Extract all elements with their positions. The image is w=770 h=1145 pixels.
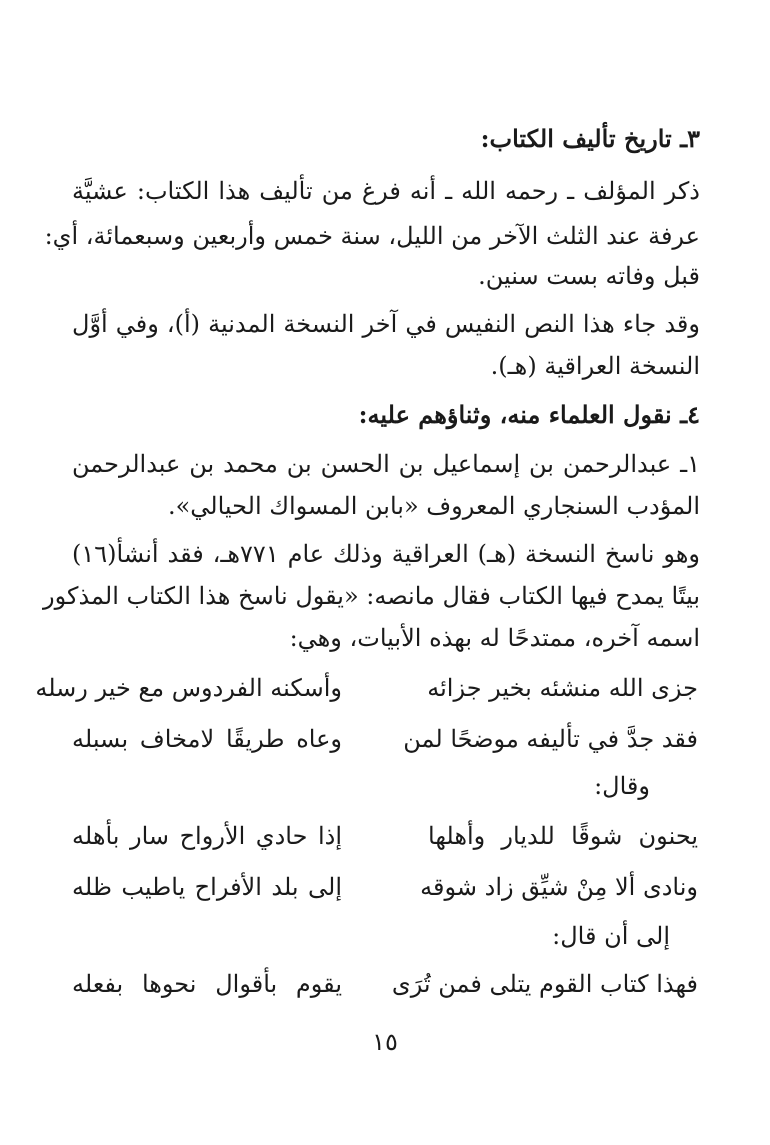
verse-intro-said: وقال: (594, 772, 650, 800)
paragraph-line: ذكر المؤلف ـ رحمه الله ـ أنه فرغ من تأليف هذا الكتاب: عشيَّة (72, 177, 700, 205)
verse-second-hemistich: إذا حادي الأرواح سار بأهله (72, 822, 342, 850)
verse-intro-until-said: إلى أن قال: (552, 922, 670, 950)
paragraph-line: اسمه آخره، ممتدحًا له بهذه الأبيات، وهي: (289, 624, 700, 652)
verse-first-hemistich: فهذا كتاب القوم يتلى فمن تُرَى (391, 970, 698, 998)
list-item-line: المؤدب السنجاري المعروف «بابن المسواك الحيالي». (167, 492, 700, 520)
list-item-line: ١ـ عبدالرحمن بن إسماعيل بن الحسن بن محمد بن عبدالرحمن (72, 450, 700, 478)
paragraph-line: وهو ناسخ النسخة (هـ) العراقية وذلك عام ٧٧١هـ، فقد أنشأ(١٦) (72, 540, 700, 568)
verse-first-hemistich: جزى الله منشئه بخير جزائه (427, 674, 698, 702)
verse-first-hemistich: يحنون شوقًا للديار وأهلها (428, 822, 698, 850)
verse-first-hemistich: ونادى ألا مِنْ شيِّق زاد شوقه (420, 873, 698, 901)
section-heading-date: ٣ـ تاريخ تأليف الكتاب: (480, 124, 700, 153)
paragraph-line: عرفة عند الثلث الآخر من الليل، سنة خمس وأربعين وسبعمائة، أي: (44, 222, 700, 250)
paragraph-line: النسخة العراقية (هـ). (490, 352, 700, 380)
verse-first-hemistich: فقد جدَّ في تأليفه موضحًا لمن (403, 725, 698, 753)
verse-second-hemistich: يقوم بأقوال نحوها بفعله (72, 970, 342, 998)
paragraph-line: قبل وفاته بست سنين. (478, 262, 700, 290)
verse-second-hemistich: وأسكنه الفردوس مع خير رسله (35, 674, 342, 702)
section-heading-quotes: ٤ـ نقول العلماء منه، وثناؤهم عليه: (358, 400, 700, 429)
verse-second-hemistich: وعاه طريقًا لامخاف بسبله (72, 725, 342, 753)
paragraph-line: وقد جاء هذا النص النفيس في آخر النسخة المدنية (أ)، وفي أوَّل (72, 310, 700, 338)
page-number: ١٥ (372, 1028, 398, 1056)
verse-second-hemistich: إلى بلد الأفراح ياطيب ظله (72, 873, 342, 901)
paragraph-line: بيتًا يمدح فيها الكتاب فقال مانصه: «يقول ناسخ هذا الكتاب المذكور (43, 582, 700, 610)
